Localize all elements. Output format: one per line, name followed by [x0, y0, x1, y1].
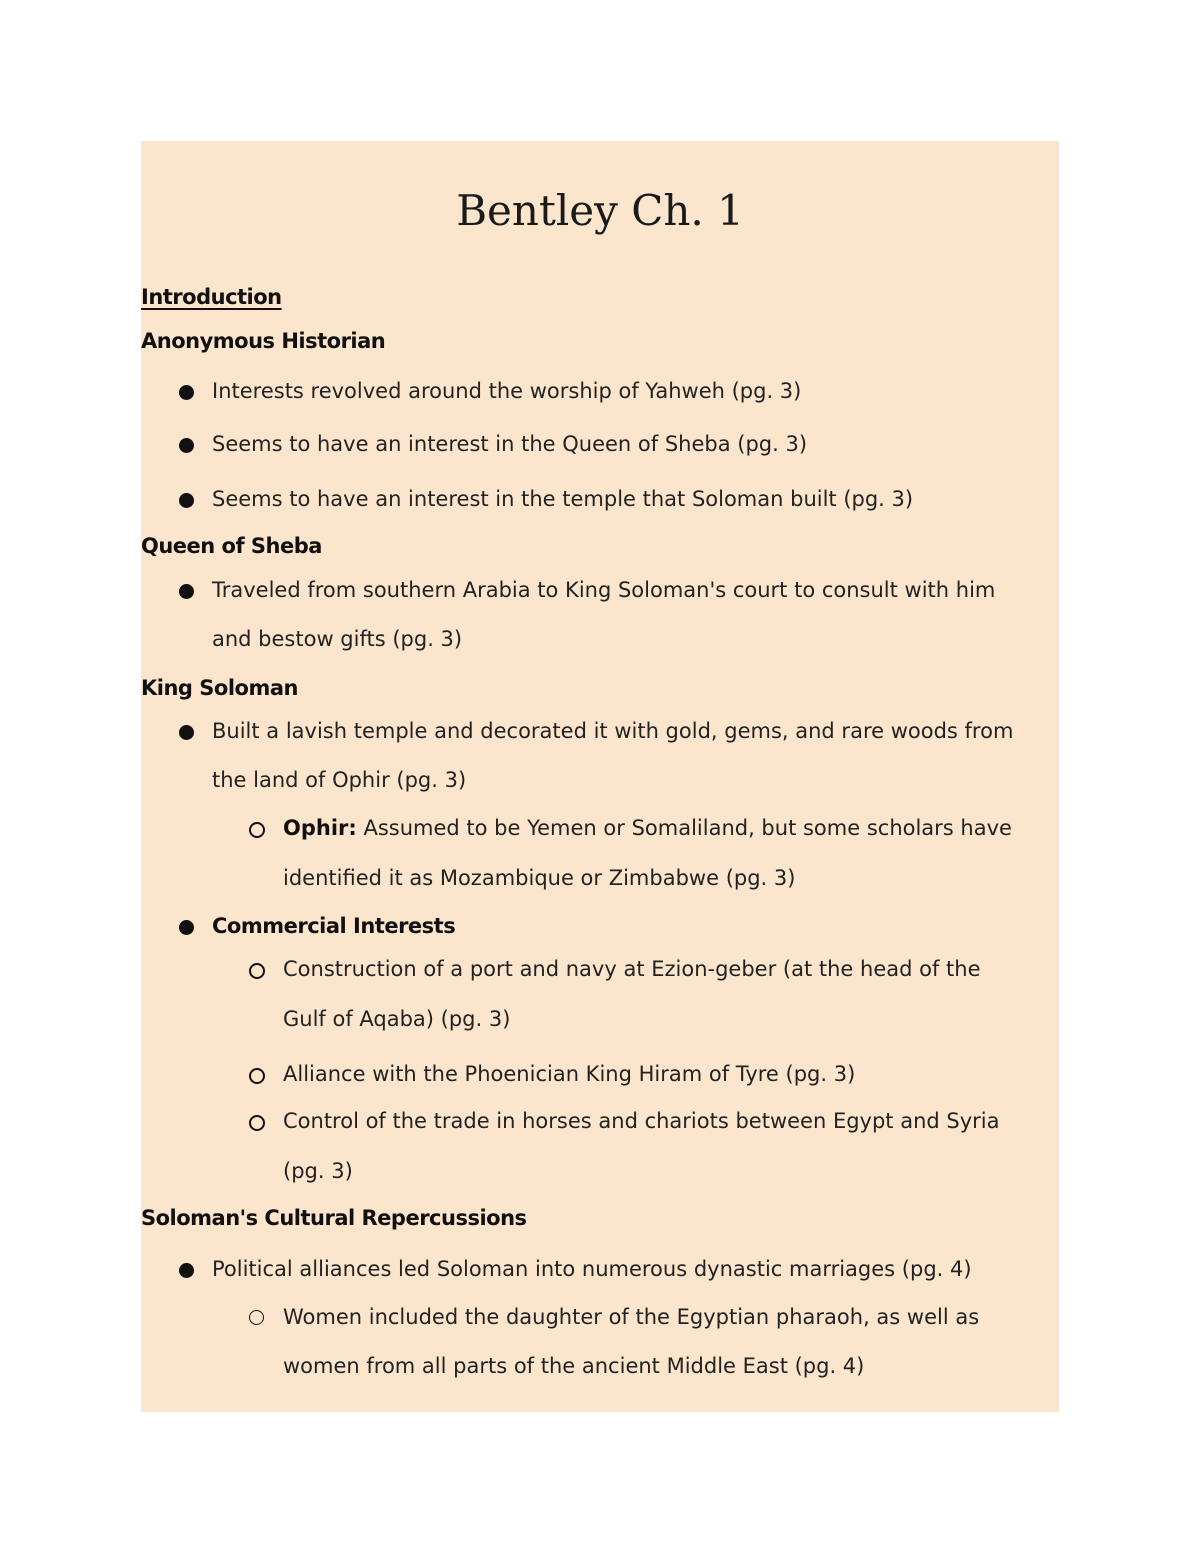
sub-list-item-line: identified it as Mozambique or Zimbabwe (pg. 3)	[283, 866, 796, 890]
sub-list-item-line	[283, 813, 1012, 843]
bullet-icon	[179, 438, 194, 453]
sub-list-item-line: Control of the trade in horses and chariots between Egypt and Syria	[283, 1109, 1000, 1133]
term-ophir: Ophir:	[283, 816, 357, 840]
bullet-icon	[179, 1263, 194, 1278]
sub-bullet-icon	[249, 1115, 265, 1131]
sub-bullet-icon	[249, 1068, 265, 1084]
sub-list-item-line: Construction of a port and navy at Ezion-geber (at the head of the	[283, 957, 981, 981]
sub-bullet-icon	[249, 963, 265, 979]
bullet-icon	[179, 385, 194, 400]
document-page	[141, 141, 1059, 1412]
bullet-icon	[179, 493, 194, 508]
sub-list-item-line: Gulf of Aqaba) (pg. 3)	[283, 1007, 511, 1031]
bullet-icon	[179, 584, 194, 599]
heading-queen-of-sheba: Queen of Sheba	[141, 534, 322, 558]
sub-bullet-icon	[249, 822, 265, 838]
list-item-line: Built a lavish temple and decorated it with gold, gems, and rare woods from	[212, 719, 1014, 743]
heading-anonymous-historian: Anonymous Historian	[141, 329, 386, 353]
list-item: Seems to have an interest in the Queen of Sheba (pg. 3)	[212, 432, 808, 456]
list-item-line: and bestow gifts (pg. 3)	[212, 627, 463, 651]
list-item: Interests revolved around the worship of Yahweh (pg. 3)	[212, 379, 802, 403]
sub-list-item-line: Women included the daughter of the Egyptian pharaoh, as well as	[283, 1305, 980, 1329]
list-item-line: Traveled from southern Arabia to King Soloman's court to consult with him	[212, 578, 996, 602]
sub-list-item-line: (pg. 3)	[283, 1159, 353, 1183]
sub-bullet-icon	[249, 1310, 264, 1325]
list-item: Seems to have an interest in the temple that Soloman built (pg. 3)	[212, 487, 914, 511]
heading-commercial-interests: Commercial Interests	[212, 914, 456, 938]
list-item-line: the land of Ophir (pg. 3)	[212, 768, 467, 792]
bullet-icon	[179, 920, 194, 935]
ophir-definition: Assumed to be Yemen or Somaliland, but some scholars have	[356, 816, 1012, 840]
heading-king-soloman: King Soloman	[141, 676, 298, 700]
heading-introduction: Introduction	[141, 285, 282, 309]
sub-list-item: Alliance with the Phoenician King Hiram of Tyre (pg. 3)	[283, 1062, 856, 1086]
page-title: Bentley Ch. 1	[456, 186, 744, 235]
list-item: Political alliances led Soloman into numerous dynastic marriages (pg. 4)	[212, 1257, 972, 1281]
sub-list-item-line: women from all parts of the ancient Middle East (pg. 4)	[283, 1354, 865, 1378]
heading-cultural-repercussions: Soloman's Cultural Repercussions	[141, 1206, 527, 1230]
bullet-icon	[179, 725, 194, 740]
